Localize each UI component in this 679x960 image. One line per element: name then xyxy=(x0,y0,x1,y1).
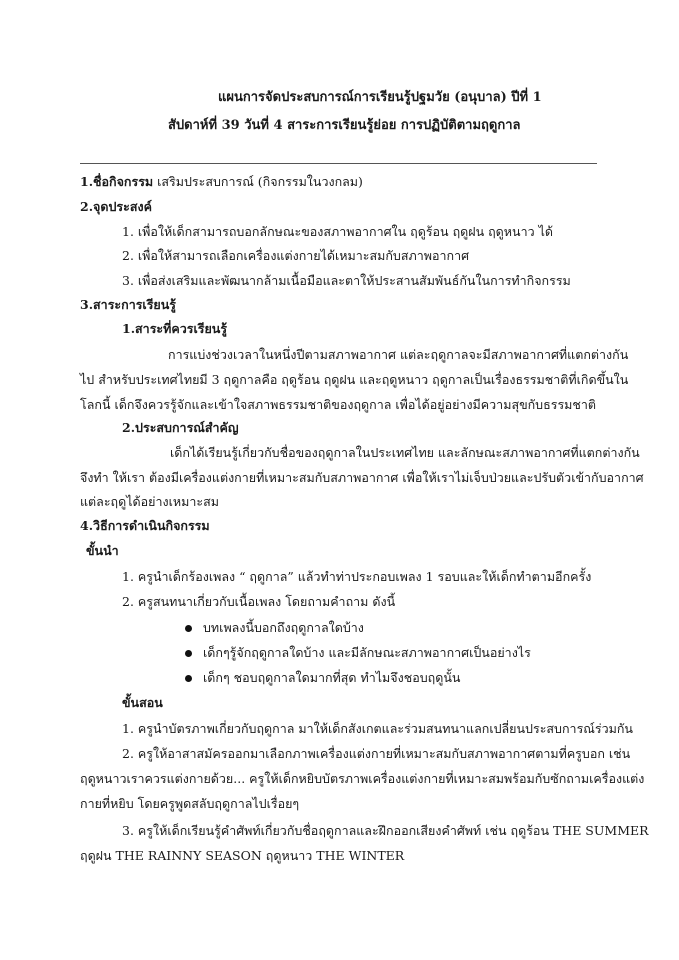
key-experience-line: จึงทำ ให้เรา ต้องมีเครื่องแต่งกายที่เหมาะสมกับสภาพอากาศ เพื่อให้เราไม่เจ็บป่วยและปรับตัวเข้ากับอากาศ xyxy=(80,470,644,485)
intro-question: เด็กๆ ชอบฤดูกาลใดมากที่สุด ทำไมจึงชอบฤดูนั้น xyxy=(203,670,461,685)
intro-step: 2. ครูสนทนาเกี่ยวกับเนื้อเพลง โดยถามคำถาม ดังนี้ xyxy=(122,594,396,609)
procedure-heading: 4.วิธีการดำเนินกิจกรรม xyxy=(80,518,210,533)
key-concept-line: โลกนี้ เด็กจึงควรรู้จักและเข้าใจสภาพธรรมชาติของฤดูกาล เพื่อได้อยู่อย่างมีความสุขกับธรรมชาติ xyxy=(80,397,597,412)
teaching-line: 1. ครูนำบัตรภาพเกี่ยวกับฤดูกาล มาให้เด็กสังเกตและร่วมสนทนาแลกเปลี่ยนประสบการณ์ร่วมกัน xyxy=(122,721,633,736)
key-experience-line: เด็กได้เรียนรู้เกี่ยวกับชื่อของฤดูกาลในประเทศไทย และลักษณะสภาพอากาศที่แตกต่างกัน xyxy=(170,445,640,460)
key-concept-line: การแบ่งช่วงเวลาในหนึ่งปีตามสภาพอากาศ แต่ละฤดูกาลจะมีสภาพอากาศที่แตกต่างกัน xyxy=(168,347,629,362)
key-experience-heading: 2.ประสบการณ์สำคัญ xyxy=(122,420,239,435)
teaching-heading: ขั้นสอน xyxy=(122,695,163,710)
bullet-icon xyxy=(185,675,192,682)
objective-item: 2. เพื่อให้สามารถเลือกเครื่องแต่งกายได้เหมาะสมกับสภาพอากาศ xyxy=(122,248,470,263)
activity-value: เสริมประสบการณ์ (กิจกรรมในวงกลม) xyxy=(153,174,363,189)
teaching-line: 3. ครูให้เด็กเรียนรู้คำศัพท์เกี่ยวกับชื่อฤดูกาลและฝึกออกเสียงคำศัพท์ เช่น ฤดูร้อน THE SUMMER xyxy=(122,823,649,838)
intro-question: บทเพลงนี้บอกถึงฤดูกาลใดบ้าง xyxy=(203,620,364,635)
teaching-line: กายที่หยิบ โดยครูพูดสลับฤดูกาลไปเรื่อยๆ xyxy=(80,796,300,811)
header-divider xyxy=(80,163,597,164)
document-title-line1: แผนการจัดประสบการณ์การเรียนรู้ปฐมวัย (อนุบาล) ปีที่ 1 xyxy=(218,90,542,105)
teaching-line: ฤดูฝน THE RAINNY SEASON ฤดูหนาว THE WINTER xyxy=(80,848,405,863)
activity-label: 1.ชื่อกิจกรรม xyxy=(80,174,154,189)
key-concept-line: ไป สำหรับประเทศไทยมี 3 ฤดูกาลคือ ฤดูร้อน ฤดูฝน และฤดูหนาว ฤดูกาลเป็นเรื่องธรรมชาติที่เกิดขึ้นใน xyxy=(80,372,629,387)
intro-step: 1. ครูนำเด็กร้องเพลง “ ฤดูกาล” แล้วทำท่าประกอบเพลง 1 รอบและให้เด็กทำตามอีกครั้ง xyxy=(122,569,592,584)
objectives-heading: 2.จุดประสงค์ xyxy=(80,199,152,214)
intro-question: เด็กๆรู้จักฤดูกาลใดบ้าง และมีลักษณะสภาพอากาศเป็นอย่างไร xyxy=(203,645,531,660)
bullet-icon xyxy=(185,650,192,657)
objective-item: 3. เพื่อส่งเสริมและพัฒนากล้ามเนื้อมือและตาให้ประสานสัมพันธ์กันในการทำกิจกรรม xyxy=(122,273,571,288)
bullet-icon xyxy=(185,625,192,632)
content-heading: 3.สาระการเรียนรู้ xyxy=(80,297,176,312)
teaching-line: 2. ครูให้อาสาสมัครออกมาเลือกภาพเครื่องแต่งกายที่เหมาะสมกับสภาพอากาศตามที่ครูบอก เช่น xyxy=(122,746,631,761)
intro-heading: ขั้นนำ xyxy=(86,543,119,558)
key-concept-heading: 1.สาระที่ควรเรียนรู้ xyxy=(122,321,228,336)
document-title-line2: สัปดาห์ที่ 39 วันที่ 4 สาระการเรียนรู้ย่อย การปฏิบัติตามฤดูกาล xyxy=(168,118,521,133)
activity-line xyxy=(80,174,363,190)
teaching-line: ฤดูหนาวเราควรแต่งกายด้วย... ครูให้เด็กหยิบบัตรภาพเครื่องแต่งกายที่เหมาะสมพร้อมกับซักถามเครื่องแต่ง xyxy=(80,771,645,786)
objective-item: 1. เพื่อให้เด็กสามารถบอกลักษณะของสภาพอากาศใน ฤดูร้อน ฤดูฝน ฤดูหนาว ได้ xyxy=(122,224,553,239)
key-experience-line: แต่ละฤดูได้อย่างเหมาะสม xyxy=(80,494,219,509)
